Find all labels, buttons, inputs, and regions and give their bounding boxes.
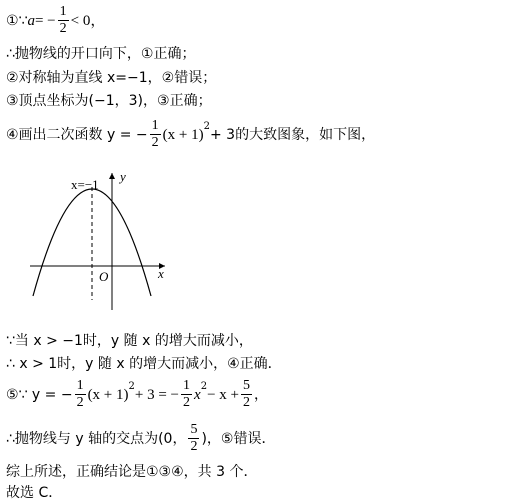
l8-paren: (x + 1): [87, 386, 129, 403]
line-7: ∴ x > 1时，y 随 x 的增大而减小，④正确．: [6, 356, 282, 372]
line-4: ③顶点坐标为(−1，3)，③正确；: [6, 93, 212, 109]
l8-den-2: 2: [183, 395, 191, 410]
l8-num-2: 1: [183, 378, 191, 393]
l5-fraction: [150, 118, 161, 151]
l1-var-a: a: [27, 12, 35, 29]
symmetry-label: x=−1: [71, 177, 99, 192]
x-axis-label: x: [158, 266, 164, 281]
l5-paren: (x + 1): [162, 126, 204, 143]
l8-x: x: [194, 386, 201, 403]
parabola-graph: [25, 165, 225, 315]
l1-num: 1: [59, 4, 67, 19]
l5-den: 2: [151, 135, 159, 150]
l9-num: 5: [190, 422, 198, 437]
line-2: ∴抛物线的开口向下，①正确；: [6, 46, 196, 62]
l1-prefix: ①∵: [6, 12, 28, 29]
l8-num-3: 5: [243, 378, 250, 393]
l8-sup-1: 2: [128, 380, 135, 392]
l5-tail: + 3的大致图象，如下图，: [209, 126, 376, 143]
l5-num: 1: [151, 118, 159, 133]
l9-den: 2: [190, 439, 198, 454]
l9-prefix: ∴抛物线与 y 轴的交点为(0，: [6, 430, 187, 447]
l1-fraction: [58, 4, 69, 37]
l8-fraction-3: [241, 378, 252, 411]
l1-den: 2: [59, 21, 67, 36]
line-3: ②对称轴为直线 x=−1，②错误；: [6, 70, 217, 86]
l8-prefix: ⑤∵ y = −: [6, 386, 73, 403]
l8-minus-x: − x +: [207, 386, 239, 403]
l8-den-1: 2: [76, 395, 84, 410]
line-6: ∵当 x > −1时，y 随 x 的增大而减小，: [6, 333, 253, 349]
l9-tail: )，⑤错误．: [201, 430, 276, 447]
l5-prefix: ④画出二次函数 y = −: [6, 126, 148, 143]
y-axis-label: y: [120, 169, 126, 184]
line-9: [6, 422, 275, 455]
l9-fraction: [188, 422, 199, 455]
l8-num-1: 1: [76, 378, 84, 393]
origin-label: O: [99, 269, 109, 284]
line-10: 综上所述，正确结论是①③④，共 3 个．: [6, 464, 258, 480]
l8-fraction-2: [181, 378, 192, 411]
l1-eq: = −: [34, 12, 56, 29]
line-5: [6, 118, 375, 151]
l8-den-3: 2: [243, 395, 250, 410]
l1-tail: < 0，: [70, 12, 106, 29]
line-1: [6, 4, 105, 37]
l8-mid: + 3 = −: [134, 386, 180, 403]
line-8: [6, 378, 268, 411]
l5-sup: 2: [203, 120, 210, 132]
l8-tail: ，: [254, 386, 268, 403]
line-11: 故选 C．: [6, 485, 63, 501]
l8-sup-2: 2: [200, 380, 208, 392]
l8-fraction-1: [75, 378, 86, 411]
